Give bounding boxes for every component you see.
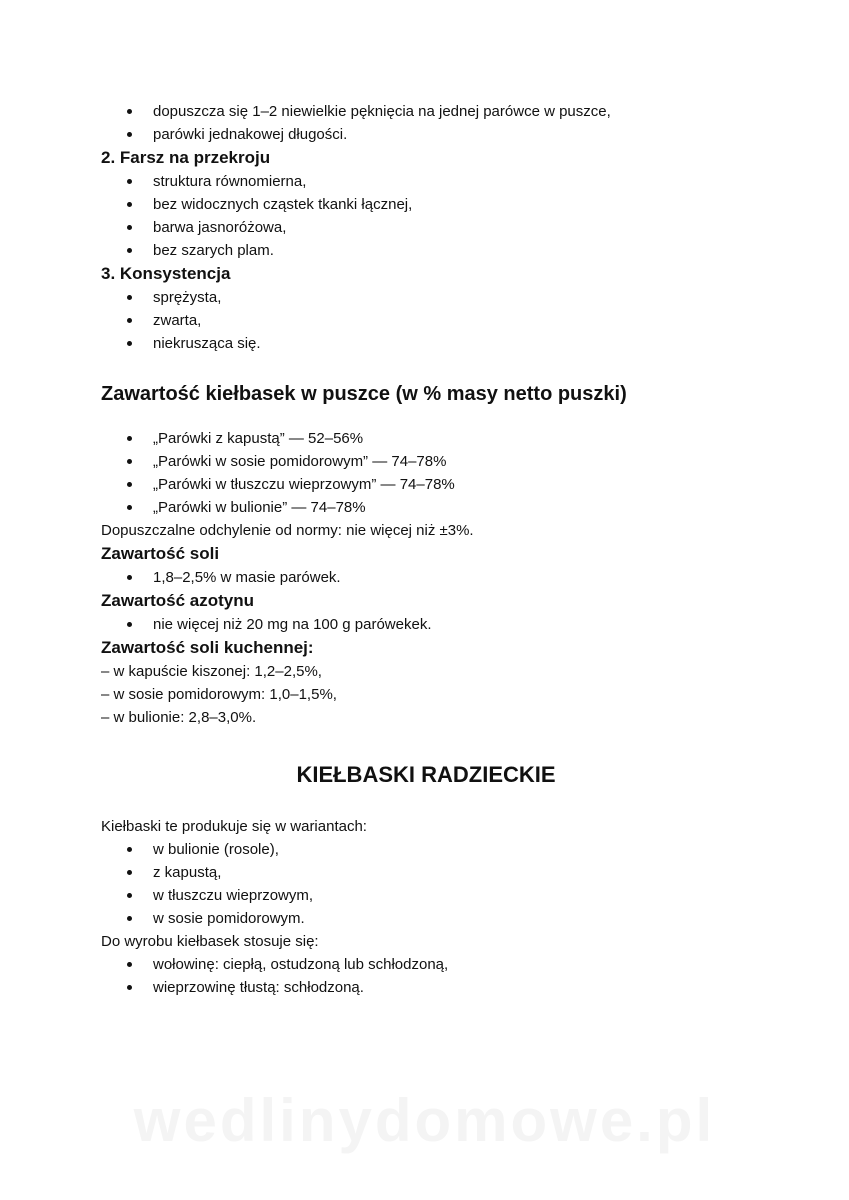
section3-list <box>101 286 781 355</box>
variants-list <box>101 838 781 930</box>
tolerance-note: Dopuszczalne odchylenie od normy: nie więcej niż ±3%. <box>101 522 474 539</box>
kitchen-salt-heading: Zawartość soli kuchennej: <box>101 638 314 657</box>
list-item: parówki jednakowej długości. <box>101 123 781 146</box>
list-item: dopuszcza się 1–2 niewielkie pęknięcia na jednej parówce w puszce, <box>101 100 781 123</box>
ingredients-list <box>101 953 781 999</box>
list-item: „Parówki w bulionie” — 74–78% <box>101 496 781 519</box>
list-item: barwa jasnoróżowa, <box>101 216 781 239</box>
section2-heading: 2. Farsz na przekroju <box>101 148 271 167</box>
list-item: w sosie pomidorowym. <box>101 907 781 930</box>
watermark: wedlinydomowe.pl <box>133 1087 716 1154</box>
list-item: w tłuszczu wieprzowym, <box>101 884 781 907</box>
salt-heading: Zawartość soli <box>101 544 220 563</box>
list-item: niekrusząca się. <box>101 332 781 355</box>
content-list <box>101 427 781 519</box>
salt-list <box>101 566 781 589</box>
content-heading: Zawartość kiełbasek w puszce (w % masy netto puszki) <box>101 383 627 405</box>
kitchen-salt-line: – w sosie pomidorowym: 1,0–1,5%, <box>101 686 337 703</box>
list-item: wołowinę: ciepłą, ostudzoną lub schłodzoną, <box>101 953 781 976</box>
list-item: „Parówki w tłuszczu wieprzowym” — 74–78% <box>101 473 781 496</box>
section1-list <box>101 100 781 146</box>
list-item: bez szarych plam. <box>101 239 781 262</box>
list-item: „Parówki z kapustą” — 52–56% <box>101 427 781 450</box>
list-item: z kapustą, <box>101 861 781 884</box>
variants-intro: Kiełbaski te produkuje się w wariantach: <box>101 818 367 835</box>
list-item: nie więcej niż 20 mg na 100 g parówekek. <box>101 613 781 636</box>
section3-heading: 3. Konsystencja <box>101 264 231 283</box>
document-content <box>101 100 781 999</box>
kitchen-salt-line: – w bulionie: 2,8–3,0%. <box>101 709 257 726</box>
ingredients-intro: Do wyrobu kiełbasek stosuje się: <box>101 933 319 950</box>
nitrite-heading: Zawartość azotynu <box>101 591 255 610</box>
section-title: KIEŁBASKI RADZIECKIE <box>296 762 556 787</box>
list-item: struktura równomierna, <box>101 170 781 193</box>
list-item: bez widocznych cząstek tkanki łącznej, <box>101 193 781 216</box>
list-item: sprężysta, <box>101 286 781 309</box>
nitrite-list <box>101 613 781 636</box>
list-item: zwarta, <box>101 309 781 332</box>
kitchen-salt-line: – w kapuście kiszonej: 1,2–2,5%, <box>101 663 322 680</box>
list-item: 1,8–2,5% w masie parówek. <box>101 566 781 589</box>
list-item: w bulionie (rosole), <box>101 838 781 861</box>
section2-list <box>101 170 781 262</box>
list-item: „Parówki w sosie pomidorowym” — 74–78% <box>101 450 781 473</box>
list-item: wieprzowinę tłustą: schłodzoną. <box>101 976 781 999</box>
